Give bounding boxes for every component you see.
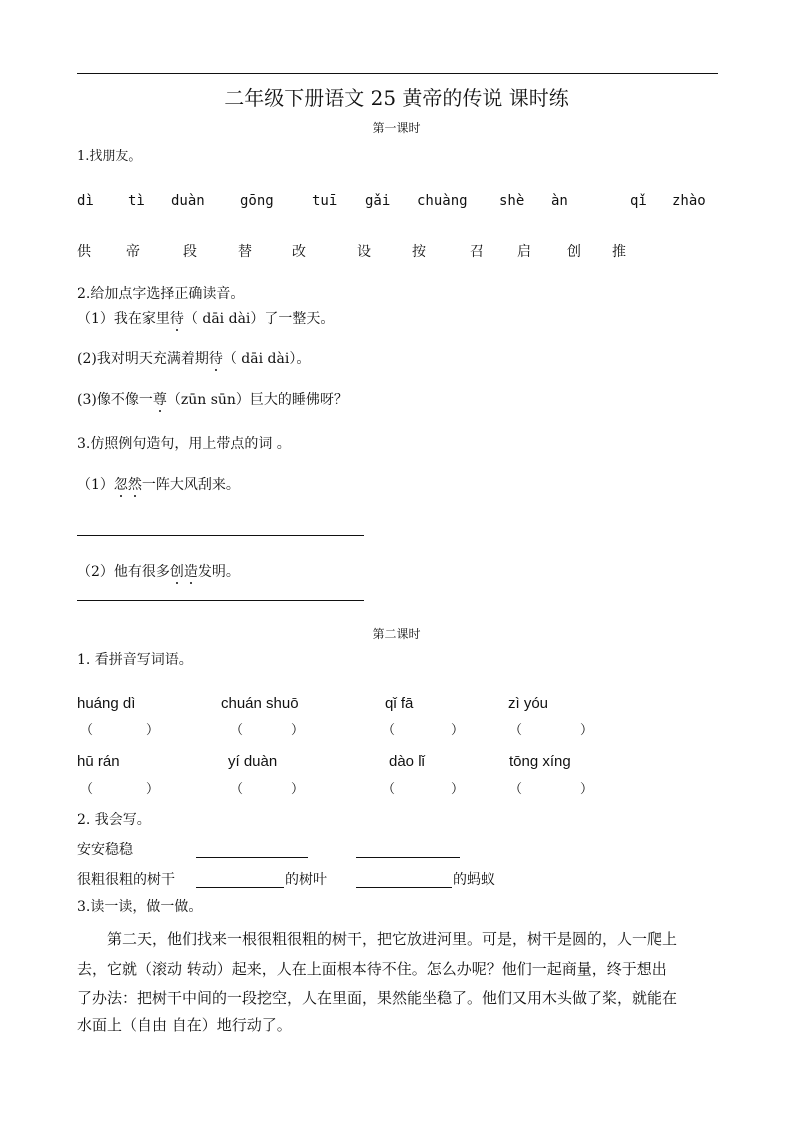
character-item: 设 [357, 244, 371, 260]
pinyin-word: hū rán [77, 753, 120, 770]
character-item: 供 [77, 244, 91, 260]
lesson1-heading: 第一课时 [372, 121, 421, 135]
answer-line[interactable] [196, 887, 284, 888]
answer-paren-open: （ [230, 782, 244, 797]
pinyin-item: àn [551, 193, 568, 209]
answer-line[interactable] [77, 535, 364, 536]
text: （2）他有很多 [77, 564, 170, 580]
l2-q2-label: 2. 我会写。 [77, 812, 151, 828]
answer-paren-open: （ [509, 782, 523, 797]
text: (3)像不像一 [77, 392, 153, 408]
answer-paren-open: （ [382, 782, 396, 797]
text: （1） [77, 477, 114, 493]
word-3: 的树叶 [285, 872, 327, 888]
text: 发明。 [197, 564, 240, 580]
dotted-char: 忽 [113, 477, 128, 493]
text: （1）我在家里 [77, 311, 170, 327]
dotted-char: 创 [169, 564, 184, 580]
word-2: 很粗很粗的树干 [77, 872, 175, 888]
answer-paren-close: ） [580, 782, 594, 797]
pinyin-item: tì [128, 193, 145, 209]
answer-paren-open: （ [80, 782, 94, 797]
character-item: 按 [412, 244, 426, 260]
pinyin-item: zhào [672, 193, 706, 209]
answer-line[interactable] [196, 857, 308, 858]
character-item: 帝 [126, 244, 140, 260]
answer-paren-close: ） [146, 782, 160, 797]
page-title: 二年级下册语文 25 黄帝的传说 课时练 [224, 86, 569, 110]
pinyin-item: shè [499, 193, 525, 209]
pinyin-item: gōng [240, 193, 274, 209]
word-4: 的蚂蚁 [453, 872, 495, 888]
character-item: 召 [470, 244, 484, 260]
header-rule [77, 73, 718, 74]
character-item: 启 [517, 244, 531, 260]
pinyin-word: zì yóu [508, 695, 549, 712]
answer-paren-open: （ [80, 723, 94, 738]
q3-example-2 [77, 565, 240, 579]
q2-item-1 [77, 312, 334, 326]
dotted-char: 待 [208, 351, 223, 367]
passage-line: 去，它就（滚动 转动）起来，人在上面根本待不住。怎么办呢？他们一起商量，终于想出 [77, 960, 667, 978]
answer-paren-close: ） [291, 723, 305, 738]
character-item: 创 [567, 244, 581, 260]
answer-line[interactable] [77, 600, 364, 601]
text: （zūn sūn）巨大的睡佛呀？ [166, 392, 348, 408]
passage-line: 第二天，他们找来一根很粗很粗的树干，把它放进河里。可是，树干是圆的，人一爬上 [107, 930, 678, 948]
passage-line: 水面上（自由 自在）地行动了。 [77, 1016, 292, 1034]
word-1: 安安稳稳 [77, 842, 133, 858]
answer-paren-open: （ [230, 723, 244, 738]
text: (2)我对明天充满着期 [77, 351, 209, 367]
answer-paren-close: ） [451, 782, 465, 797]
character-item: 段 [183, 244, 197, 260]
lesson2-heading: 第二课时 [372, 627, 421, 641]
q1-label: 1.找朋友。 [77, 149, 142, 164]
answer-line[interactable] [356, 887, 452, 888]
pinyin-item: tuī [312, 193, 338, 209]
answer-line[interactable] [356, 857, 460, 858]
q2-item-3 [77, 393, 348, 407]
q3-label: 3.仿照例句造句，用上带点的词 。 [77, 436, 291, 452]
pinyin-word: dào lǐ [389, 753, 425, 770]
answer-paren-open: （ [509, 723, 523, 738]
pinyin-item: duàn [171, 193, 205, 209]
dotted-char: 尊 [152, 392, 167, 408]
answer-paren-close: ） [451, 723, 465, 738]
character-item: 推 [612, 244, 626, 260]
text: （ dāi dài）。 [222, 351, 311, 367]
dotted-char: 然 [127, 477, 142, 493]
answer-paren-open: （ [382, 723, 396, 738]
l2-q1-label: 1. 看拼音写词语。 [77, 652, 193, 668]
pinyin-word: tōng xíng [509, 753, 571, 770]
pinyin-word: yí duàn [228, 753, 278, 770]
text: （ dāi dài）了一整天。 [183, 311, 335, 327]
l2-q3-label: 3.读一读，做一做。 [77, 899, 203, 915]
dotted-char: 待 [169, 311, 184, 327]
answer-paren-close: ） [291, 782, 305, 797]
pinyin-item: dì [77, 193, 94, 209]
pinyin-item: chuàng [417, 193, 468, 209]
passage-line: 了办法：把树干中间的一段挖空，人在里面，果然能坐稳了。他们又用木头做了桨，就能在 [77, 989, 678, 1007]
text: 一阵大风刮来。 [141, 477, 240, 493]
character-item: 替 [238, 244, 252, 260]
answer-paren-close: ） [580, 723, 594, 738]
pinyin-item: qǐ [630, 193, 647, 209]
pinyin-item: gǎi [365, 193, 391, 209]
pinyin-word: qǐ fā [385, 695, 414, 712]
pinyin-word: huáng dì [77, 695, 136, 712]
q2-item-2 [77, 352, 310, 366]
character-item: 改 [292, 244, 306, 260]
q2-label: 2.给加点字选择正确读音。 [77, 286, 245, 302]
pinyin-word: chuán shuō [221, 695, 299, 712]
q3-example-1 [77, 478, 240, 492]
dotted-char: 造 [183, 564, 198, 580]
answer-paren-close: ） [146, 723, 160, 738]
